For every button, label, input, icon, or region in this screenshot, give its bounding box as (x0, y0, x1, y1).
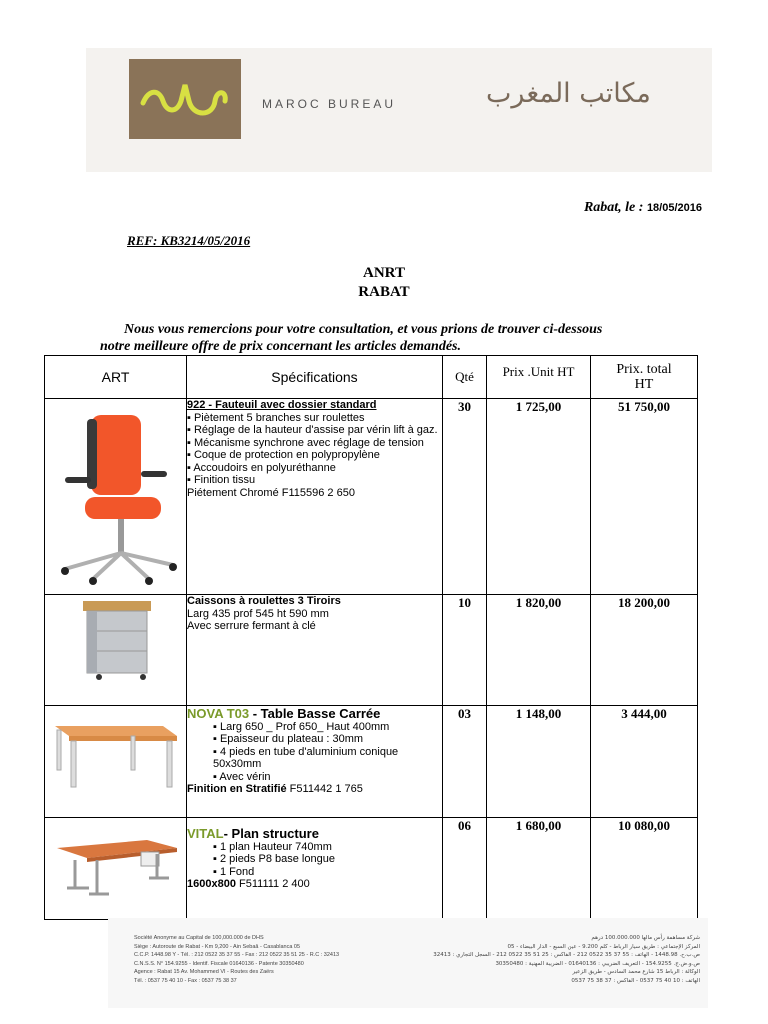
date-label: Rabat, le : (583, 200, 644, 215)
spec-line: ▪ Finition tissu (187, 474, 256, 486)
total-price-cell: 51 750,00 (591, 399, 698, 595)
spec-line: ▪ Piètement 5 branches sur roulettes (187, 411, 365, 424)
intro-line-2: notre meilleure offre de prix concernant les articles demandés. (100, 339, 461, 354)
brand-name: MAROC BUREAU (262, 97, 397, 111)
unit-price-cell: 1 680,00 (487, 818, 591, 920)
header-qty: Qté (443, 356, 487, 399)
product-name: - Table Basse Carrée (249, 706, 381, 721)
product-image-chair (45, 399, 187, 595)
qty-cell: 10 (443, 595, 487, 706)
header-spec: Spécifications (187, 356, 443, 399)
unit-price-cell: 1 820,00 (487, 595, 591, 706)
spec-line: ▪ Coque de protection en polypropylène (187, 449, 380, 461)
total-price-cell: 3 444,00 (591, 706, 698, 818)
spec-cell (187, 595, 443, 706)
product-title: Caissons à roulettes 3 Tiroirs (187, 595, 341, 607)
recipient-city: RABAT (358, 284, 410, 300)
footer-line: الهاتف : 10 40 75 0537 - الفاكس : 37 38 75 0537 (571, 977, 700, 984)
spec-list (187, 841, 442, 879)
footer-legal-fr (134, 934, 394, 985)
spec-cell (187, 399, 443, 595)
office-chair-icon (45, 399, 185, 589)
table-row (45, 818, 698, 920)
footer-line: الوكالة : الرباط 15 شارع محمد السادس - طريق الزعير (572, 969, 700, 975)
spec-line: ▪ 1 plan Hauteur 740mm (213, 840, 332, 853)
product-title (187, 828, 442, 841)
footer-line: شركة مساهمة رأس مالها 100.000.000 درهم (591, 935, 700, 941)
spec-cell (187, 706, 443, 818)
spec-line: ▪ Réglage de la hauteur d'assise par vérin lift à gaz. (187, 424, 438, 436)
header-art: ART (45, 356, 187, 399)
spec-cell (187, 818, 443, 920)
spec-line: Avec serrure fermant à clé (187, 620, 316, 632)
finish-label: 1600x800 (187, 878, 236, 890)
header-total (591, 356, 698, 399)
product-image-desk (45, 818, 187, 920)
header-total-line2: HT (634, 377, 654, 392)
spec-line: Piétement Chromé F115596 2 650 (187, 486, 355, 499)
product-image-drawer (45, 595, 187, 706)
brand-name-arabic: مكاتب المغرب (486, 78, 651, 109)
footer-line: C.C.P. 1448.98 Y - Tél. : 212 0522 35 37 55 - Fax : 212 0522 35 51 25 - R.C : 32413 (134, 952, 340, 958)
table-row (45, 595, 698, 706)
footer-line: C.N.S.S. N° 154.9255 - Identif. Fiscale 01640136 - Patente 30350480 (134, 960, 304, 967)
spec-line: ▪ Avec vérin (213, 770, 271, 783)
product-title: 922 - Fauteuil avec dossier standard (187, 399, 377, 411)
spec-line: Larg 435 prof 545 ht 590 mm (187, 607, 329, 620)
product-title (187, 708, 442, 721)
footer-line: ص.و.ض.ج. 154.9255 - التعريف الضريبي : 01640136 - الضريبة المهنية : 30350480 (495, 960, 700, 967)
recipient-name: ANRT (363, 265, 405, 281)
qty-cell: 06 (443, 818, 487, 920)
table-header-row (45, 356, 698, 399)
spec-line: ▪ 2 pieds P8 base longue (213, 853, 335, 865)
product-code: VITAL (187, 826, 224, 841)
finish-code: F511442 1 765 (286, 783, 363, 795)
product-name: - Plan structure (223, 826, 319, 841)
desk-icon (45, 818, 185, 914)
footer-line: Agence : Rabat 15 Av. Mohammed VI - Routes des Zaërs (134, 969, 274, 975)
finish-label: Finition en Stratifié (187, 783, 287, 795)
low-table-icon (45, 706, 185, 806)
intro-paragraph (100, 321, 680, 355)
footer-line: ص.ب.ح. 1448.98 - الهاتف : 55 37 35 0522 212 - الفاكس : 25 51 35 0522 212 - السجل التجاري : 32413 (433, 952, 700, 958)
table-row (45, 399, 698, 595)
footer-line: Siège : Autoroute de Rabat - Km 9,200 - Ain Sebaâ - Casablanca 05 (134, 943, 301, 950)
unit-price-cell: 1 148,00 (487, 706, 591, 818)
footer-legal-ar (400, 934, 700, 985)
footer-line: المركز الإجتماعي : طريق سيار الرباط - كلم 9.200 - عين السبع - الدار البيضاء - 05 (507, 943, 700, 950)
qty-cell: 30 (443, 399, 487, 595)
table-row (45, 706, 698, 818)
spec-line: ▪ Epaisseur du plateau : 30mm (213, 733, 364, 745)
date-line (584, 200, 702, 216)
company-footer (108, 918, 708, 1008)
footer-line: Tél. : 0537 75 40 10 - Fax : 0537 75 38 37 (134, 977, 237, 984)
qty-cell: 03 (443, 706, 487, 818)
product-image-low-table (45, 706, 187, 818)
spec-line: ▪ Accoudoirs en polyuréthanne (187, 461, 336, 474)
spec-line: ▪ Mécanisme synchrone avec réglage de tension (187, 436, 424, 449)
logo-mark-icon (129, 59, 241, 139)
spec-line: ▪ Larg 650 _ Prof 650_ Haut 400mm (213, 720, 390, 733)
header-unit-price: Prix .Unit HT (487, 356, 591, 399)
reference: REF: KB3214/05/2016 (127, 233, 251, 248)
finish-code: F511111 2 400 (235, 878, 310, 890)
spec-line: ▪ 1 Fond (213, 865, 255, 878)
header-total-line1: Prix. total (616, 362, 672, 377)
offer-table (44, 355, 698, 920)
intro-line-1: Nous vous remercions pour votre consultation, et vous prions de trouver ci-dessous (124, 322, 603, 337)
date-value: 18/05/2016 (646, 202, 702, 214)
finish-line (187, 878, 442, 891)
company-logo (129, 59, 241, 139)
unit-price-cell: 1 725,00 (487, 399, 591, 595)
finish-line (187, 783, 442, 796)
spec-list (187, 721, 442, 784)
footer-line: Société Anonyme au Capital de 100,000.000 de DHS (134, 935, 264, 941)
drawer-unit-icon (45, 595, 185, 695)
total-price-cell: 10 080,00 (591, 818, 698, 920)
product-code: NOVA T03 (187, 706, 250, 721)
total-price-cell: 18 200,00 (591, 595, 698, 706)
spec-line: ▪ 4 pieds en tube d'aluminium conique 50x30mm (213, 745, 399, 770)
